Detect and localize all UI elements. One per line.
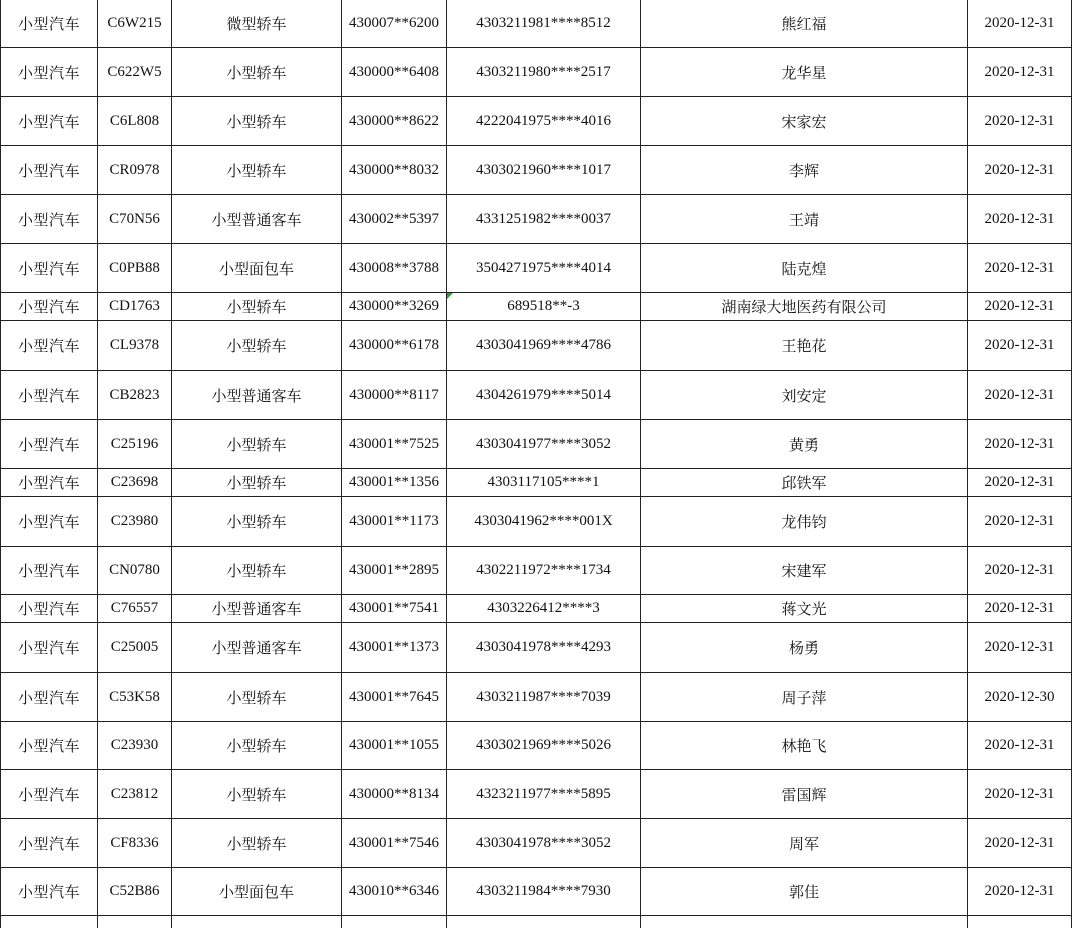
table-row (1, 497, 1072, 547)
code-cell: 430000**8032 (342, 146, 447, 195)
table-row (1, 195, 1072, 244)
id-number-cell: 4303021960****1017 (447, 146, 641, 195)
owner-name-cell: 王靖 (641, 195, 968, 244)
date-cell: 2020-12-31 (968, 497, 1072, 547)
vehicle-type-cell: 小型汽车 (1, 469, 98, 497)
date-cell: 2020-12-31 (968, 595, 1072, 623)
table-row (1, 48, 1072, 97)
date-cell: 2020-12-31 (968, 48, 1072, 97)
vehicle-model-cell: 小型面包车 (172, 244, 342, 293)
id-number-cell: 4302211972****1734 (447, 547, 641, 595)
vehicle-model-cell: 小型面包车 (172, 868, 342, 916)
vehicle-type-cell: 小型汽车 (1, 623, 98, 673)
table-row (1, 673, 1072, 722)
owner-name-cell: 雷国辉 (641, 770, 968, 819)
date-cell: 2020-12-31 (968, 819, 1072, 868)
vehicle-model-cell (172, 916, 342, 928)
owner-name-cell (641, 916, 968, 928)
plate-number-cell: C23980 (98, 497, 172, 547)
plate-number-cell: C622W5 (98, 48, 172, 97)
date-cell: 2020-12-30 (968, 673, 1072, 722)
table-body (1, 0, 1072, 928)
code-cell: 430001**7525 (342, 420, 447, 469)
vehicle-type-cell: 小型汽车 (1, 770, 98, 819)
code-cell: 430001**1373 (342, 623, 447, 673)
date-cell: 2020-12-31 (968, 420, 1072, 469)
plate-number-cell: C6L808 (98, 97, 172, 146)
plate-number-cell (98, 916, 172, 928)
vehicle-type-cell: 小型汽车 (1, 420, 98, 469)
code-cell: 430001**1173 (342, 497, 447, 547)
table-row (1, 321, 1072, 371)
plate-number-cell: C23930 (98, 722, 172, 770)
date-cell (968, 916, 1072, 928)
owner-name-cell: 陆克煌 (641, 244, 968, 293)
id-number-cell: 4303211981****8512 (447, 0, 641, 48)
code-cell: 430000**8622 (342, 97, 447, 146)
table-row (1, 293, 1072, 321)
table-row (1, 146, 1072, 195)
plate-number-cell: C76557 (98, 595, 172, 623)
vehicle-type-cell: 小型汽车 (1, 819, 98, 868)
date-cell: 2020-12-31 (968, 868, 1072, 916)
table-row (1, 371, 1072, 420)
plate-number-cell: CD1763 (98, 293, 172, 321)
id-number-cell: 4303211980****2517 (447, 48, 641, 97)
owner-name-cell: 郭佳 (641, 868, 968, 916)
owner-name-cell: 宋家宏 (641, 97, 968, 146)
vehicle-model-cell: 小型轿车 (172, 321, 342, 371)
table-row (1, 0, 1072, 48)
vehicle-type-cell: 小型汽车 (1, 547, 98, 595)
table-row (1, 420, 1072, 469)
id-number-cell: 689518**-3 (447, 293, 641, 321)
id-number-cell (447, 916, 641, 928)
vehicle-model-cell: 小型轿车 (172, 48, 342, 97)
id-number-cell: 4303041969****4786 (447, 321, 641, 371)
date-cell: 2020-12-31 (968, 293, 1072, 321)
code-cell: 430000**6178 (342, 321, 447, 371)
vehicle-model-cell: 小型轿车 (172, 722, 342, 770)
owner-name-cell: 李辉 (641, 146, 968, 195)
table-row (1, 244, 1072, 293)
plate-number-cell: CR0978 (98, 146, 172, 195)
owner-name-cell: 龙伟钧 (641, 497, 968, 547)
owner-name-cell: 林艳飞 (641, 722, 968, 770)
id-number-cell: 4303041978****3052 (447, 819, 641, 868)
vehicle-type-cell: 小型汽车 (1, 146, 98, 195)
vehicle-type-cell: 小型汽车 (1, 868, 98, 916)
plate-number-cell: CB2823 (98, 371, 172, 420)
id-number-cell: 4303041977****3052 (447, 420, 641, 469)
id-number-cell: 3504271975****4014 (447, 244, 641, 293)
vehicle-model-cell: 小型轿车 (172, 497, 342, 547)
id-number-cell: 4303211984****7930 (447, 868, 641, 916)
plate-number-cell: C23812 (98, 770, 172, 819)
date-cell: 2020-12-31 (968, 146, 1072, 195)
owner-name-cell: 周子萍 (641, 673, 968, 722)
vehicle-type-cell: 小型汽车 (1, 595, 98, 623)
plate-number-cell: CL9378 (98, 321, 172, 371)
date-cell: 2020-12-31 (968, 371, 1072, 420)
plate-number-cell: C70N56 (98, 195, 172, 244)
vehicle-model-cell: 小型轿车 (172, 673, 342, 722)
code-cell: 430001**2895 (342, 547, 447, 595)
table-row (1, 819, 1072, 868)
table-row (1, 868, 1072, 916)
plate-number-cell: C52B86 (98, 868, 172, 916)
vehicle-model-cell: 小型轿车 (172, 293, 342, 321)
vehicle-model-cell: 小型普通客车 (172, 595, 342, 623)
vehicle-type-cell: 小型汽车 (1, 293, 98, 321)
owner-name-cell: 刘安定 (641, 371, 968, 420)
owner-name-cell: 湖南绿大地医药有限公司 (641, 293, 968, 321)
date-cell: 2020-12-31 (968, 770, 1072, 819)
plate-number-cell: C25005 (98, 623, 172, 673)
date-cell: 2020-12-31 (968, 0, 1072, 48)
code-cell: 430001**1055 (342, 722, 447, 770)
vehicle-model-cell: 小型轿车 (172, 819, 342, 868)
owner-name-cell: 龙华星 (641, 48, 968, 97)
vehicle-type-cell: 小型汽车 (1, 0, 98, 48)
date-cell: 2020-12-31 (968, 244, 1072, 293)
date-cell: 2020-12-31 (968, 722, 1072, 770)
vehicle-type-cell: 小型汽车 (1, 371, 98, 420)
owner-name-cell: 宋建军 (641, 547, 968, 595)
id-number-cell: 4303211987****7039 (447, 673, 641, 722)
id-number-cell: 4303041962****001X (447, 497, 641, 547)
id-number-cell: 4323211977****5895 (447, 770, 641, 819)
date-cell: 2020-12-31 (968, 469, 1072, 497)
vehicle-type-cell: 小型汽车 (1, 244, 98, 293)
owner-name-cell: 熊红福 (641, 0, 968, 48)
date-cell: 2020-12-31 (968, 321, 1072, 371)
vehicle-model-cell: 小型普通客车 (172, 371, 342, 420)
plate-number-cell: C53K58 (98, 673, 172, 722)
code-cell: 430000**3269 (342, 293, 447, 321)
plate-number-cell: C6W215 (98, 0, 172, 48)
owner-name-cell: 黄勇 (641, 420, 968, 469)
vehicle-type-cell (1, 916, 98, 928)
owner-name-cell: 邱铁军 (641, 469, 968, 497)
plate-number-cell: C25196 (98, 420, 172, 469)
code-cell: 430008**3788 (342, 244, 447, 293)
vehicle-model-cell: 小型普通客车 (172, 623, 342, 673)
id-number-cell: 4303021969****5026 (447, 722, 641, 770)
table-row (1, 97, 1072, 146)
code-cell: 430007**6200 (342, 0, 447, 48)
code-cell: 430001**7645 (342, 673, 447, 722)
table-row (1, 770, 1072, 819)
date-cell: 2020-12-31 (968, 623, 1072, 673)
id-number-cell: 4331251982****0037 (447, 195, 641, 244)
date-cell: 2020-12-31 (968, 547, 1072, 595)
vehicle-model-cell: 小型轿车 (172, 146, 342, 195)
code-cell: 430000**8134 (342, 770, 447, 819)
vehicle-model-cell: 小型轿车 (172, 469, 342, 497)
id-number-cell: 4303226412****3 (447, 595, 641, 623)
plate-number-cell: CN0780 (98, 547, 172, 595)
vehicle-type-cell: 小型汽车 (1, 195, 98, 244)
vehicle-type-cell: 小型汽车 (1, 48, 98, 97)
table-row (1, 547, 1072, 595)
plate-number-cell: C23698 (98, 469, 172, 497)
plate-number-cell: C0PB88 (98, 244, 172, 293)
code-cell: 430000**6408 (342, 48, 447, 97)
cell-comment-marker-icon (447, 293, 453, 299)
plate-number-cell: CF8336 (98, 819, 172, 868)
date-cell: 2020-12-31 (968, 195, 1072, 244)
code-cell: 430010**6346 (342, 868, 447, 916)
vehicle-model-cell: 小型轿车 (172, 770, 342, 819)
vehicle-model-cell: 小型轿车 (172, 97, 342, 146)
vehicle-model-cell: 微型轿车 (172, 0, 342, 48)
code-cell (342, 916, 447, 928)
table-row (1, 469, 1072, 497)
owner-name-cell: 王艳花 (641, 321, 968, 371)
table-row (1, 916, 1072, 928)
vehicle-type-cell: 小型汽车 (1, 497, 98, 547)
code-cell: 430001**7546 (342, 819, 447, 868)
vehicle-type-cell: 小型汽车 (1, 97, 98, 146)
table-row (1, 595, 1072, 623)
vehicle-type-cell: 小型汽车 (1, 722, 98, 770)
id-number-cell: 4304261979****5014 (447, 371, 641, 420)
id-number-cell: 4303117105****1 (447, 469, 641, 497)
id-number-cell: 4222041975****4016 (447, 97, 641, 146)
code-cell: 430001**7541 (342, 595, 447, 623)
vehicle-type-cell: 小型汽车 (1, 673, 98, 722)
owner-name-cell: 蒋文光 (641, 595, 968, 623)
id-number-cell: 4303041978****4293 (447, 623, 641, 673)
code-cell: 430002**5397 (342, 195, 447, 244)
vehicle-model-cell: 小型轿车 (172, 547, 342, 595)
owner-name-cell: 杨勇 (641, 623, 968, 673)
code-cell: 430001**1356 (342, 469, 447, 497)
owner-name-cell: 周军 (641, 819, 968, 868)
code-cell: 430000**8117 (342, 371, 447, 420)
table-row (1, 623, 1072, 673)
vehicle-model-cell: 小型普通客车 (172, 195, 342, 244)
vehicle-type-cell: 小型汽车 (1, 321, 98, 371)
vehicle-model-cell: 小型轿车 (172, 420, 342, 469)
date-cell: 2020-12-31 (968, 97, 1072, 146)
table-row (1, 722, 1072, 770)
